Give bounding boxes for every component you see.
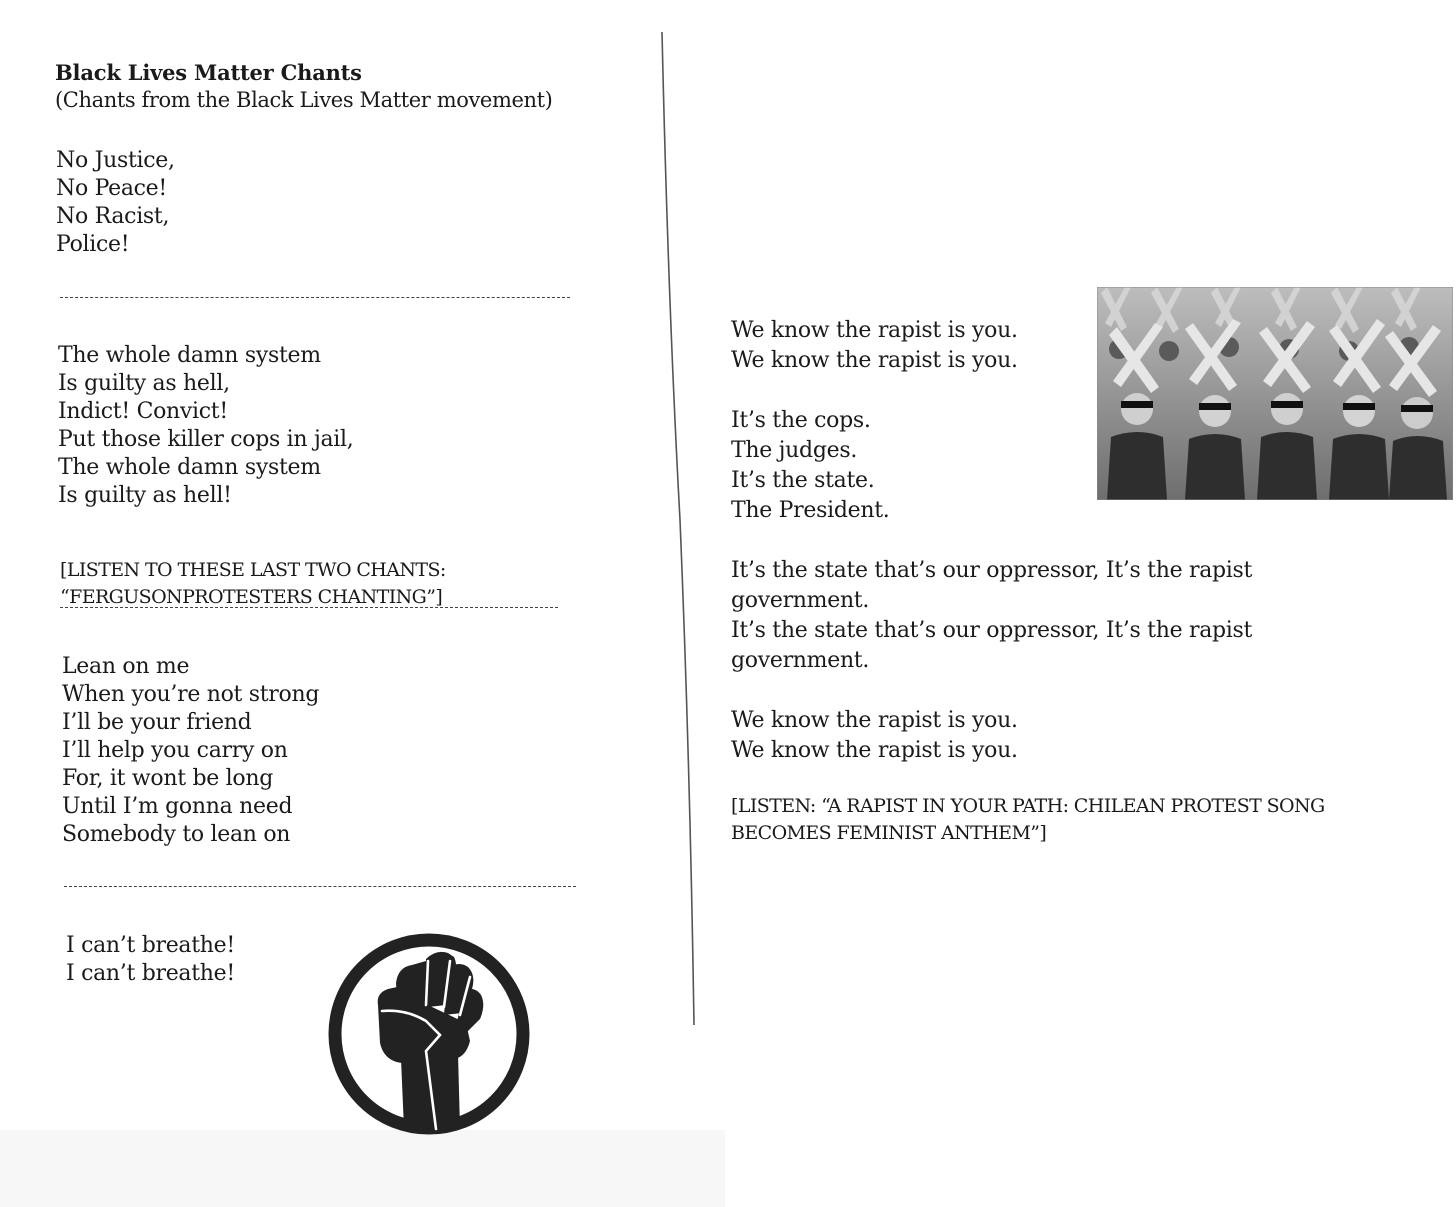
section-divider [64, 886, 576, 887]
protest-crowd-photo [1097, 287, 1453, 500]
verse-we-know-2: We know the rapist is you. We know the rapist is you. [731, 708, 1018, 763]
page-title: Black Lives Matter Chants [55, 60, 362, 85]
chant-lean-on-me: Lean on me When you’re not strong I’ll be your friend I’ll help you carry on For, it wont be long Until I’m gonna need Somebody to lean on [62, 654, 320, 847]
page-subtitle: (Chants from the Black Lives Matter movement) [55, 88, 553, 112]
bottom-strip [0, 1130, 725, 1207]
section-divider [60, 607, 558, 608]
verse-we-know-1: We know the rapist is you. We know the rapist is you. [731, 318, 1018, 373]
section-divider [60, 297, 570, 298]
chant-whole-damn-system: The whole damn system Is guilty as hell, Indict! Convict! Put those killer cops in jail, The whole damn system Is guilty as hell! [58, 343, 354, 508]
listen-note-ferguson: [LISTEN TO THESE LAST TWO CHANTS: “FERGUSONPROTESTERS CHANTING”] [60, 559, 446, 608]
chant-no-justice: No Justice, No Peace! No Racist, Police! [56, 148, 175, 257]
verse-its-the-cops: It’s the cops. The judges. It’s the state. The President. [731, 408, 890, 523]
chant-i-cant-breathe: I can’t breathe! I can’t breathe! [66, 933, 235, 986]
listen-note-chilean: [LISTEN: “A RAPIST IN YOUR PATH: CHILEAN PROTEST SONG BECOMES FEMINIST ANTHEM”] [731, 795, 1325, 844]
verse-state-oppressor: It’s the state that’s our oppressor, It’s the rapist government. It’s the state that’s our oppressor, It’s the rapist government. [731, 558, 1253, 673]
raised-fist-icon [326, 931, 532, 1137]
